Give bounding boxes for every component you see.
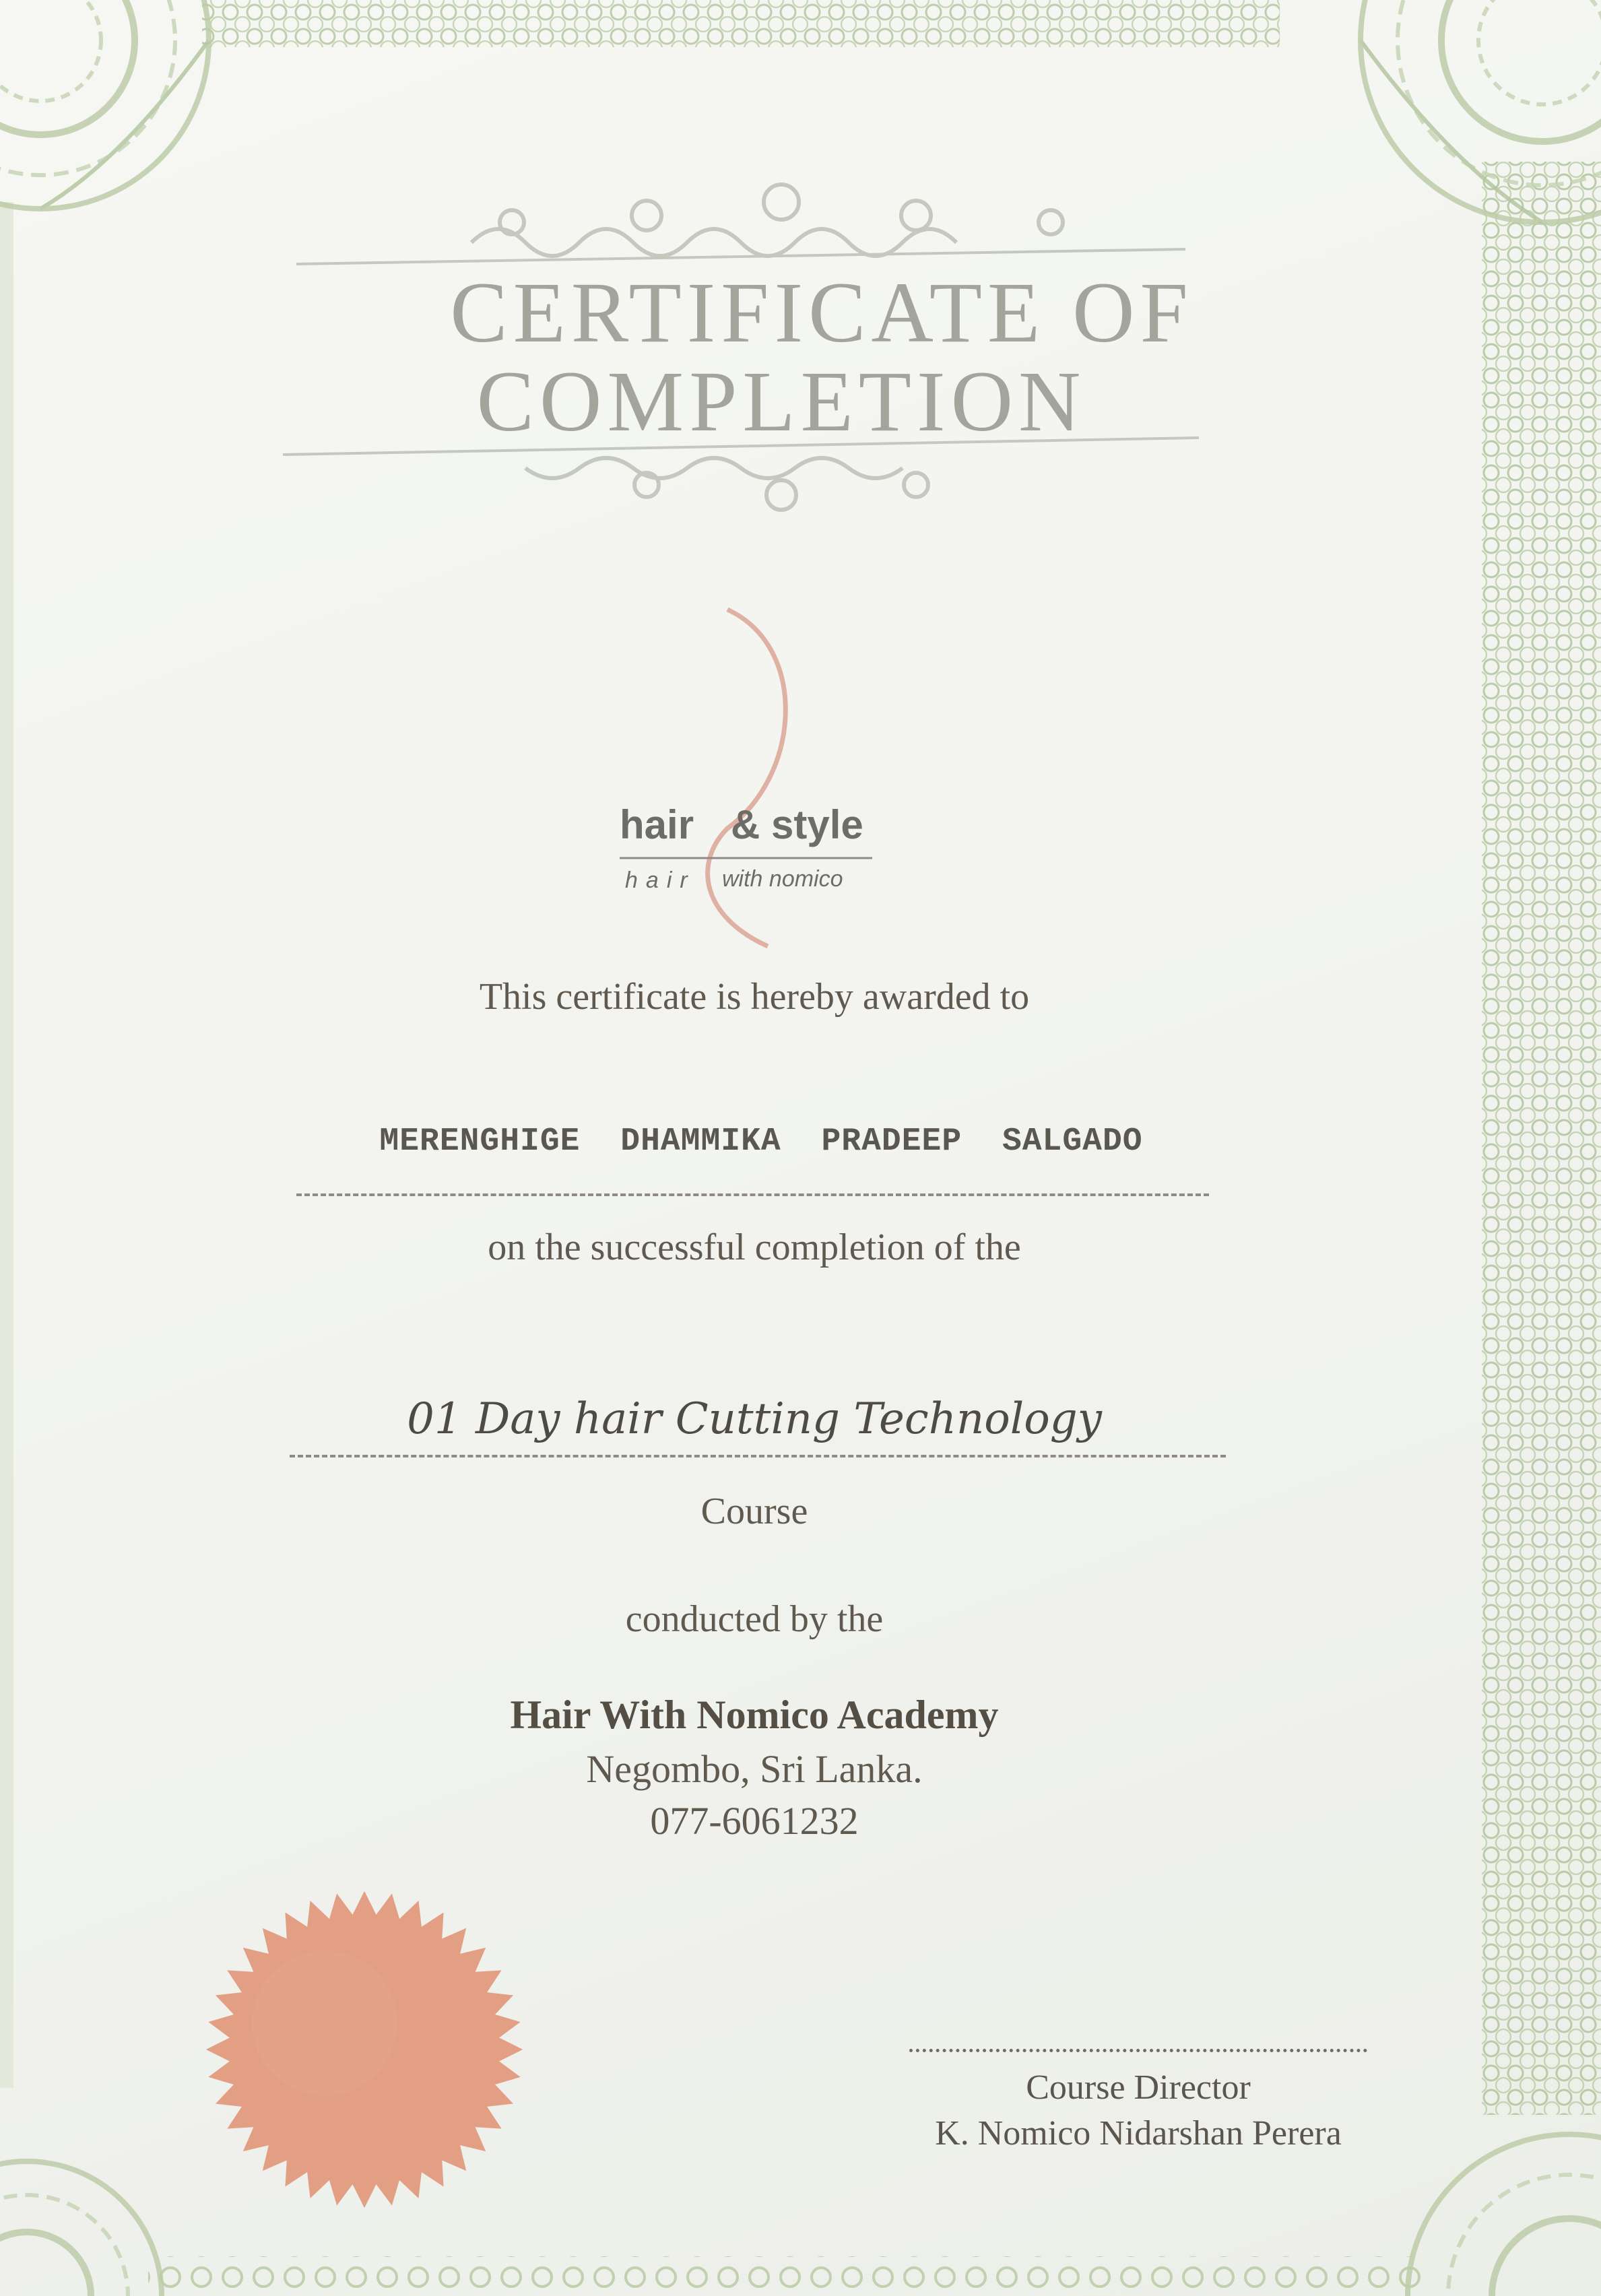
recipient-underline [296, 1193, 1209, 1196]
completion-text: on the successful completion of the [488, 1226, 1021, 1268]
logo-subtext-right: with nomico [722, 866, 843, 892]
course-underline [290, 1455, 1226, 1457]
academy-name: Hair With Nomico Academy [510, 1693, 999, 1737]
conducted-text: conducted by the [625, 1598, 884, 1640]
logo-swoosh-icon [708, 610, 786, 946]
logo-text-right: & style [731, 802, 863, 847]
academy-phone: 077-6061232 [650, 1799, 859, 1843]
academy-location: Negombo, Sri Lanka. [586, 1747, 923, 1791]
director-title: Course Director [1026, 2068, 1251, 2107]
recipient-name: MERENGHIGE DHAMMIKA PRADEEP SALGADO [379, 1123, 1143, 1160]
certificate-title [202, 265, 1414, 449]
signature-line [909, 2049, 1367, 2052]
title-line-1: CERTIFICATE OF [450, 265, 1194, 360]
title-line-2: COMPLETION [476, 354, 1086, 449]
logo-text-left: hair [620, 802, 694, 847]
awarded-text: This certificate is hereby awarded to [479, 976, 1030, 1018]
course-name: 01 Day hair Cutting Technology [407, 1394, 1102, 1444]
seal-icon [199, 1884, 529, 2215]
logo-subtext-left: hair [625, 867, 696, 893]
course-label: Course [700, 1490, 808, 1532]
director-name: K. Nomico Nidarshan Perera [935, 2114, 1342, 2153]
